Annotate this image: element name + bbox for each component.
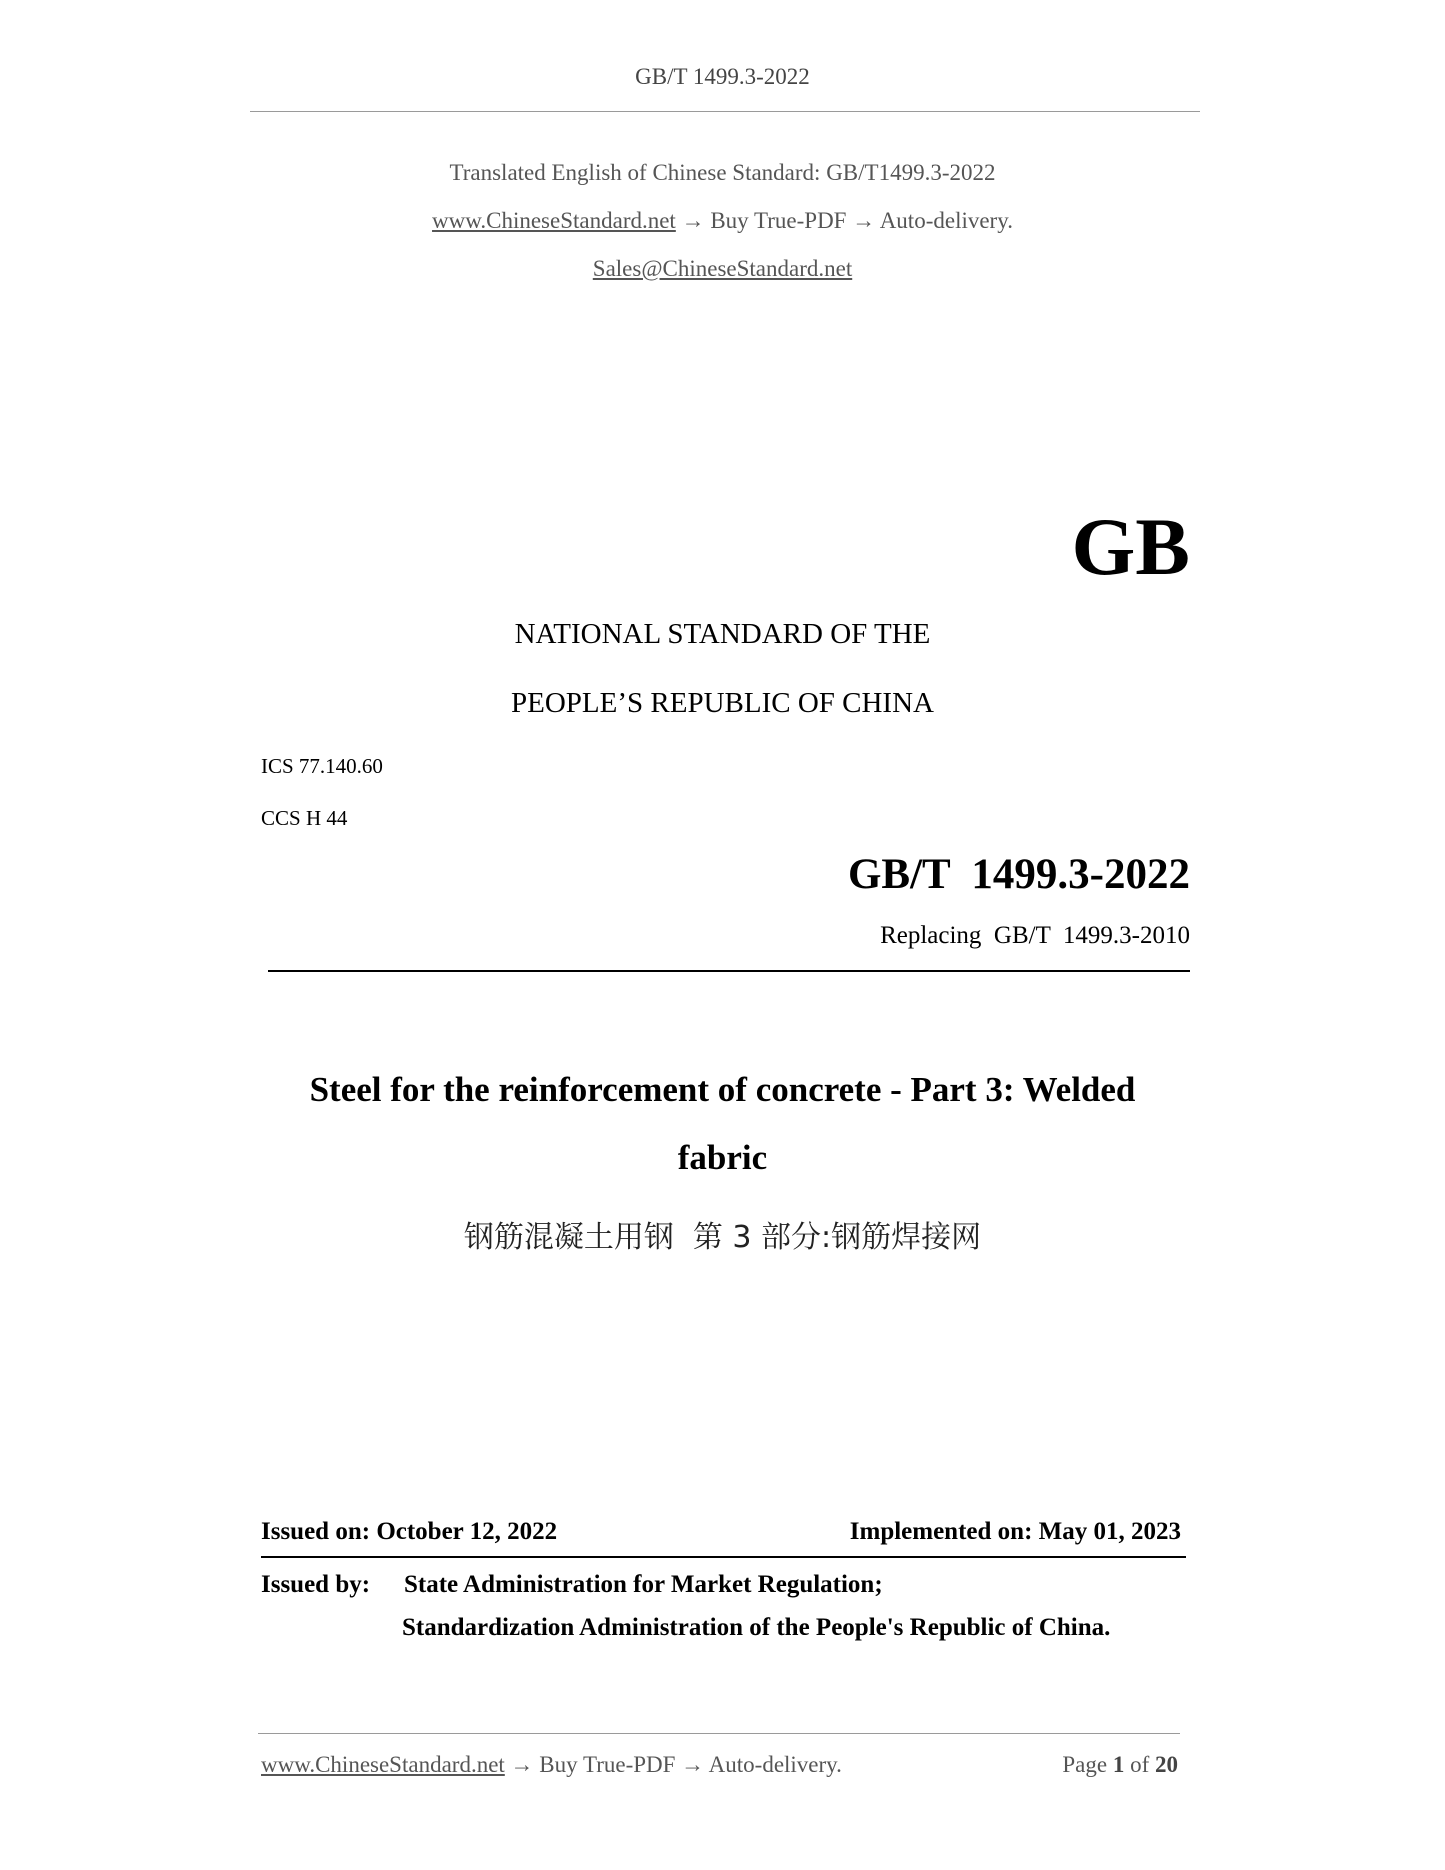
footer-site-link[interactable]: www.ChineseStandard.net xyxy=(261,1752,505,1777)
footer-divider xyxy=(258,1733,1180,1734)
page-of: of xyxy=(1130,1752,1150,1777)
footer-purchase-line xyxy=(261,1752,842,1778)
footer-purchase-text: → Buy True-PDF → Auto-delivery. xyxy=(504,1752,842,1777)
site-link[interactable]: www.ChineseStandard.net xyxy=(432,208,676,233)
page-current: 1 xyxy=(1112,1752,1125,1777)
header-divider xyxy=(250,111,1200,112)
page-indicator xyxy=(1062,1752,1178,1778)
gb-mark: GB xyxy=(1071,501,1190,592)
replacing-standard: Replacing GB/T 1499.3-2010 xyxy=(880,922,1190,949)
page-label: Page xyxy=(1062,1752,1108,1777)
purchase-line xyxy=(0,208,1445,234)
dates-divider xyxy=(261,1556,1186,1558)
issued-on: Issued on: October 12, 2022 xyxy=(261,1518,558,1545)
issuer-line1: State Administration for Market Regulation; xyxy=(404,1571,883,1598)
title-en-line2: fabric xyxy=(677,1138,768,1177)
ccs-code: CCS H 44 xyxy=(261,806,348,830)
page-total: 20 xyxy=(1155,1752,1178,1777)
email-line xyxy=(0,256,1445,282)
title-cn: 钢筋混凝土用钢 第 3 部分:钢筋焊接网 xyxy=(463,1220,982,1255)
title-en-line1: Steel for the reinforcement of concrete - Part 3: Welded xyxy=(309,1070,1136,1109)
standard-number: GB/T 1499.3-2022 xyxy=(847,851,1190,898)
national-standard-line2: PEOPLE’S REPUBLIC OF CHINA xyxy=(511,687,934,719)
title-divider xyxy=(268,970,1190,972)
running-header: GB/T 1499.3-2022 xyxy=(635,64,810,89)
ics-code: ICS 77.140.60 xyxy=(261,754,383,778)
issuer-line2: Standardization Administration of the People's Republic of China. xyxy=(402,1614,1111,1641)
issued-by-label: Issued by: xyxy=(261,1571,371,1598)
translation-note: Translated English of Chinese Standard: GB/T1499.3-2022 xyxy=(449,160,996,185)
purchase-text: → Buy True-PDF → Auto-delivery. xyxy=(675,208,1013,233)
national-standard-line1: NATIONAL STANDARD OF THE xyxy=(514,618,931,650)
sales-email-link[interactable]: Sales@ChineseStandard.net xyxy=(592,256,853,281)
implemented-on: Implemented on: May 01, 2023 xyxy=(849,1518,1181,1545)
